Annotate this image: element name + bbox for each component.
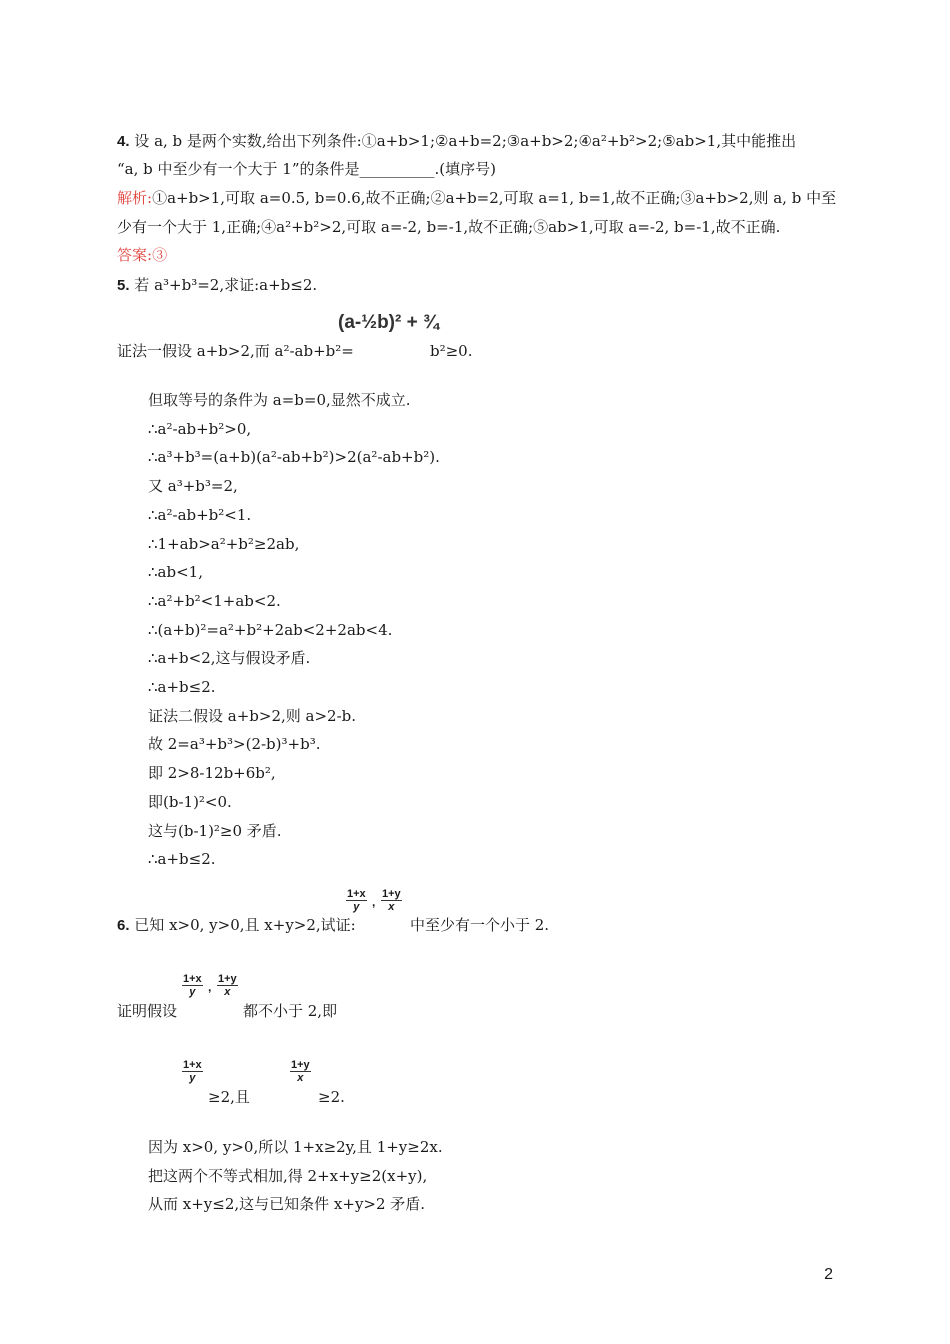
proof-line: 因为 x>0, y>0,所以 1+x≥2y,且 1+y≥2x. (148, 1138, 443, 1156)
q5-stem (117, 275, 317, 296)
q6-stem-frac2: $\frac{1+y}{x}$ (382, 888, 401, 913)
proof-line: ∴a+b≤2. (148, 678, 216, 696)
q6-stem-suffix: 中至少有一个小于 2. (410, 916, 550, 934)
q4-analysis-line2: 少有一个大于 1,正确;④a²+b²>2,可取 a=-2, b=-1,故不正确;⑤ab>1,可取 a=-2, b=-1,故不正确. (117, 218, 781, 236)
answer-label: 答案: (117, 246, 153, 264)
proof-line: ∴a²-ab+b²>0, (148, 419, 252, 438)
proof-line: ∴a+b<2,这与假设矛盾. (148, 649, 311, 668)
proof-line: 证法二假设 a+b>2,则 a>2-b. (148, 706, 357, 725)
q6-ineq-frac2: $\frac{1+y}{x}$ (291, 1059, 310, 1084)
q6-ineq2: ≥2. (318, 1088, 345, 1106)
q6-proof-frac2: $\frac{1+y}{x}$ (218, 973, 237, 998)
q6-stem-prefix: 已知 x>0, y>0,且 x+y>2,试证: (134, 916, 356, 934)
q6-ineq-frac1: $\frac{1+x}{y}$ (183, 1059, 202, 1084)
q5-number: 5. (117, 277, 130, 294)
q4-answer (117, 245, 167, 265)
q6-proof-frac1: $\frac{1+x}{y}$ (183, 973, 202, 998)
proof-line: ∴a+b≤2. (148, 850, 216, 869)
answer-value: ③ (152, 246, 168, 264)
page-number: 2 (824, 1266, 833, 1283)
proof-line: 即 2>8-12b+6b², (148, 764, 276, 783)
q4-analysis-line1 (117, 188, 836, 208)
q4-stem-line1: 设 a, b 是两个实数,给出下列条件:①a+b>1;②a+b=2;③a+b>2;④a²+b²>2;⑤ab>1,其中能推出 (134, 132, 797, 150)
q6-number: 6. (117, 917, 130, 934)
proof-line: ∴(a+b)²=a²+b²+2ab<2+2ab<4. (148, 620, 393, 639)
q6-stem (117, 915, 356, 936)
q4-number: 4. (117, 133, 130, 150)
q6-stem-comma: , (372, 895, 376, 909)
proof-line: 但取等号的条件为 a=b=0,显然不成立. (148, 391, 411, 409)
proof-line: 即(b-1)²<0. (148, 792, 232, 811)
proof-line: 故 2=a³+b³>(2-b)³+b³. (148, 735, 321, 754)
proof-line: 把这两个不等式相加,得 2+x+y≥2(x+y), (148, 1166, 428, 1185)
q5-proof1-suffix: b²≥0. (430, 342, 473, 360)
q6-stem-frac1: $\frac{1+x}{y}$ (347, 888, 366, 913)
q5-proof1-formula: (a-½b)² + ¾ (338, 312, 439, 333)
proof-line: ∴1+ab>a²+b²≥2ab, (148, 534, 300, 553)
proof-line: 从而 x+y≤2,这与已知条件 x+y>2 矛盾. (148, 1195, 426, 1213)
q4-stem-line2: “a, b 中至少有一个大于 1”的条件是__________.(填序号) (117, 160, 496, 178)
proof-line: 这与(b-1)²≥0 矛盾. (148, 821, 282, 840)
q6-proof-comma: , (208, 980, 212, 994)
q5-proof1-prefix: 证法一假设 a+b>2,而 a²-ab+b²= (117, 342, 354, 360)
proof-line: 又 a³+b³=2, (148, 477, 238, 496)
q5-stem-text: 若 a³+b³=2,求证:a+b≤2. (134, 276, 318, 294)
proof-line: ∴a²+b²<1+ab<2. (148, 591, 281, 610)
proof-line: ∴a³+b³=(a+b)(a²-ab+b²)>2(a²-ab+b²). (148, 448, 440, 467)
q6-proof-suffix: 都不小于 2,即 (243, 1002, 338, 1020)
q6-ineq1: ≥2,且 (208, 1088, 250, 1106)
analysis-label: 解析: (117, 189, 153, 207)
q4-line1 (117, 131, 796, 152)
proof-line: ∴ab<1, (148, 563, 203, 582)
analysis-text1: ①a+b>1,可取 a=0.5, b=0.6,故不正确;②a+b=2,可取 a=1, b=1,故不正确;③a+b>2,则 a, b 中至 (152, 189, 837, 207)
q6-proof-prefix: 证明假设 (117, 1002, 178, 1020)
proof-line: ∴a²-ab+b²<1. (148, 505, 252, 524)
